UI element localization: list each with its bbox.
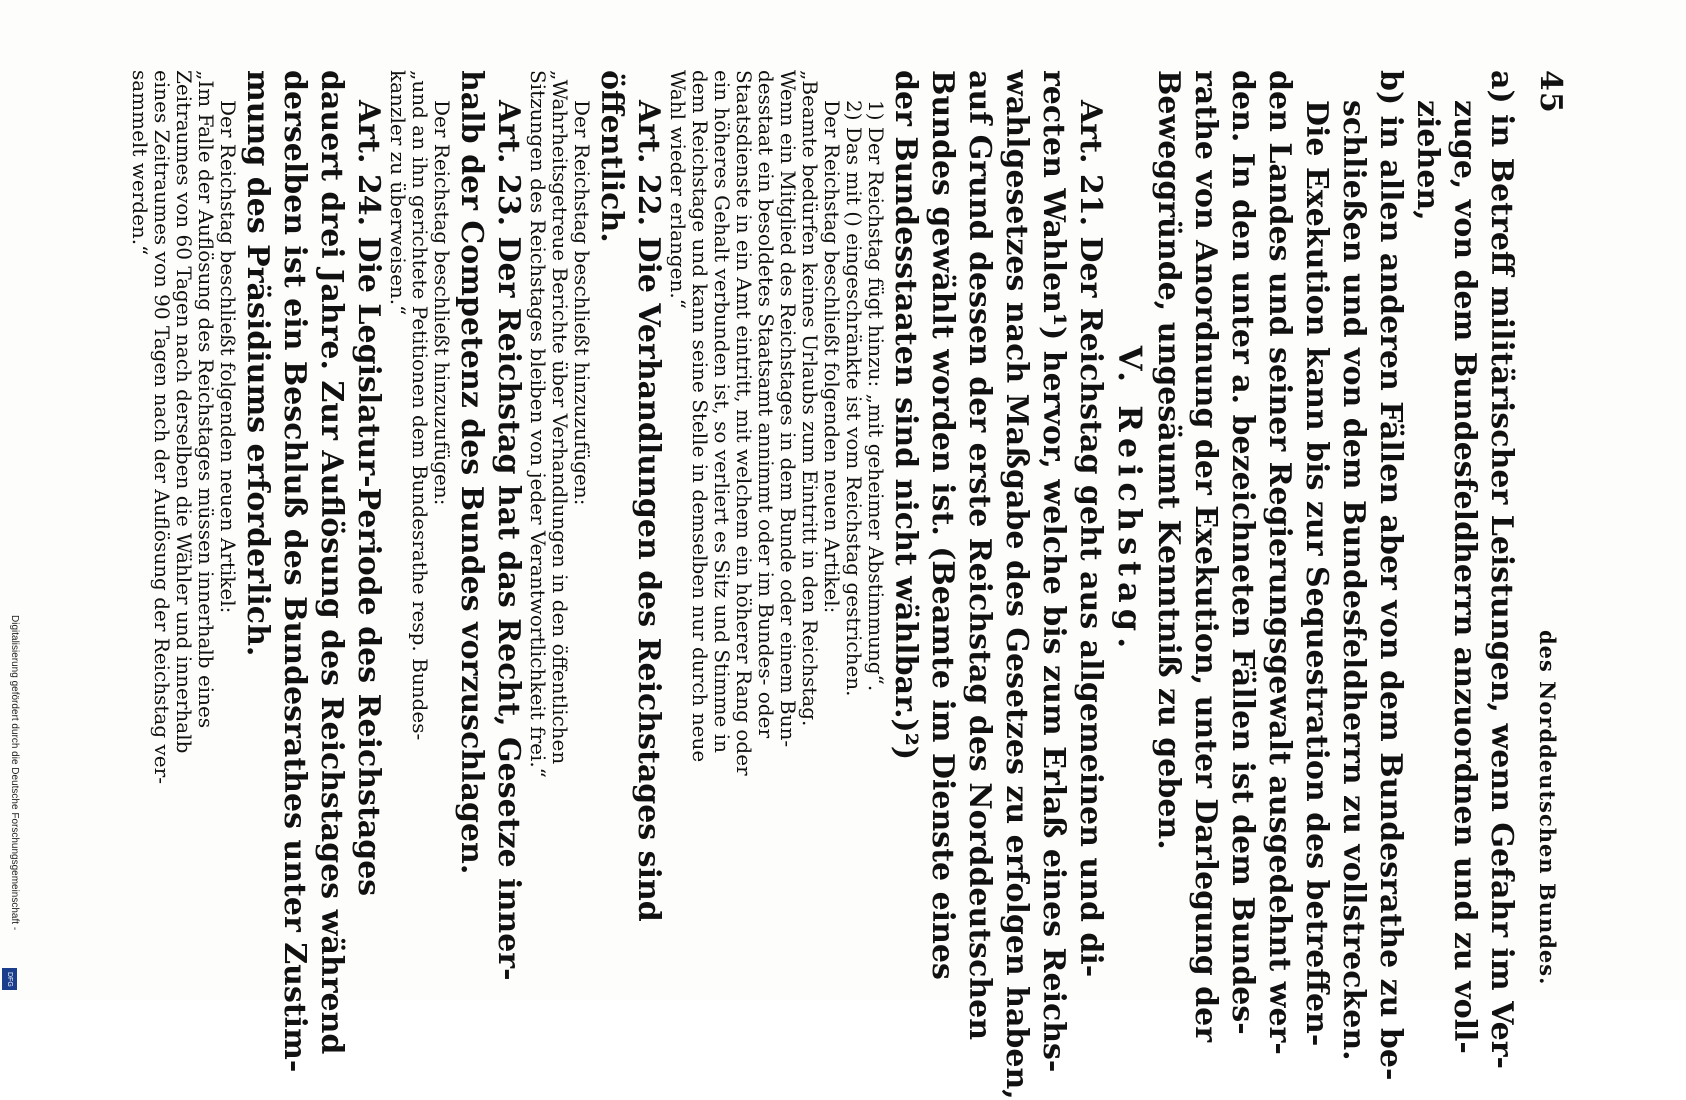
text-line: Wenn ein Mitglied des Reichstages in dem Bunde oder einem Bun-	[776, 70, 800, 748]
text-line: rathe von Anordnung der Exekution, unter Darlegung der	[1188, 70, 1223, 1043]
text-line: derselben ist ein Beschluß des Bundesrathes unter Zustim-	[277, 70, 312, 1073]
text-line: Der Reichstag beschließt folgenden neuen Artikel:	[820, 100, 844, 614]
text-line: Art. 21. Der Reichstag geht aus allgemeinen und di-	[1073, 100, 1108, 978]
text-line: desstaat ein besoldetes Staatsamt annimmt oder im Bundes- oder	[754, 70, 778, 738]
text-line: mung des Präsidiums erforderlich.	[240, 70, 275, 657]
text-line: dauert drei Jahre. Zur Auflösung des Reichstages während	[314, 70, 349, 1055]
text-line: wahlgesetzes nach Maßgabe des Gesetzes zu erfolgen haben,	[999, 70, 1034, 1100]
text-line: ziehen,	[1410, 100, 1445, 221]
text-line: Art. 23. Der Reichstag hat das Recht, Gesetze inner-	[491, 100, 526, 981]
dfg-logo-icon: DFG	[2, 968, 17, 990]
text-line: öffentlich.	[594, 70, 629, 243]
text-line: dem Reichstage und kann seine Stelle in demselben nur durch neue	[688, 70, 712, 763]
page-body-text	[128, 70, 1520, 1100]
text-line: „Im Falle der Auflösung des Reichstages müssen innerhalb eines	[194, 70, 218, 729]
text-line: den. In den unter a. bezeichneten Fällen ist dem Bundes-	[1225, 70, 1260, 1035]
text-line: kanzler zu überweisen.“	[386, 70, 410, 316]
text-line: V. Reichstag.	[1111, 345, 1149, 655]
text-line: Bundes gewählt worden ist. (Beamte im Dienste eines	[925, 70, 960, 980]
text-line: den Landes und seiner Regierungsgewalt ausgedehnt wer-	[1262, 70, 1297, 1055]
running-head-title: des Norddeutschen Bundes.	[1535, 630, 1560, 986]
text-line: halb der Competenz des Bundes vorzuschlagen.	[454, 70, 489, 875]
text-line: „Wahrheitsgetreue Berichte über Verhandlungen in den öffentlichen	[548, 70, 572, 765]
text-line: a) in Betreff militärischer Leistungen, wenn Gefahr im Ver-	[1484, 70, 1519, 1069]
text-line: Staatsdienste in ein Amt eintritt, mit welchem ein höherer Rang oder	[732, 70, 756, 776]
text-line: recten Wahlen¹) hervor, welche bis zum Erlaß eines Reichs-	[1036, 70, 1071, 1073]
text-line: Art. 22. Die Verhandlungen des Reichstages sind	[631, 100, 666, 922]
text-line: der Bundesstaaten sind nicht wählbar.)²)	[888, 70, 923, 761]
text-line: sammelt werden.“	[128, 70, 152, 256]
text-line: Zeitraumes von 60 Tagen nach derselben die Wähler und innerhalb	[172, 70, 196, 754]
text-line: Wahl wieder erlangen.“	[666, 70, 690, 309]
text-line: Sitzungen des Reichstages bleiben von jeder Verantwortlichkeit frei.“	[526, 70, 550, 778]
text-line: Der Reichstag beschließt hinzuzufügen:	[430, 100, 454, 506]
text-line: Art. 24. Die Legislatur-Periode des Reichstages	[351, 100, 386, 897]
text-line: zuge, von dem Bundesfeldherrn anzuordnen und zu voll-	[1447, 100, 1482, 1054]
text-line: Beweggründe, ungesäumt Kenntniß zu geben.	[1151, 70, 1186, 850]
text-line: „und an ihn gerichtete Petitionen dem Bundesrathe resp. Bundes-	[408, 70, 432, 741]
text-line: Die Exekution kann bis zur Sequestration des betreffen-	[1299, 100, 1334, 1047]
text-line: eines Zeitraumes von 90 Tagen nach der Auflösung der Reichstag ver-	[150, 70, 174, 784]
dfg-credit-text: Digitalisierung gefördert durch die Deutsche Forschungsgemeinschaft -	[9, 615, 20, 931]
dfg-credit-strip	[0, 0, 20, 1000]
text-line: b) in allen anderen Fällen aber von dem Bundesrathe zu be-	[1373, 70, 1408, 1081]
text-line: Der Reichstag beschließt folgenden neuen Artikel:	[216, 100, 240, 614]
page-number: 45	[1533, 70, 1568, 114]
text-line: ein höheres Gehalt verbunden ist, so verliert es Sitz und Stimme in	[710, 70, 734, 753]
text-line: auf Grund dessen der erste Reichstag des Norddeutschen	[962, 70, 997, 1041]
text-line: „Beamte bedürfen keines Urlaubs zum Eintritt in den Reichstag.	[798, 70, 822, 727]
text-line: 2) Das mit () eingeschränkte ist vom Reichstag gestrichen.	[842, 100, 866, 697]
text-line: 1) Der Reichstag fügt hinzu: „mit geheimer Abstimmung“.	[864, 100, 888, 692]
text-line: schließen und von dem Bundesfeldherrn zu vollstrecken.	[1336, 100, 1371, 1061]
rotated-book-page	[128, 70, 1568, 1100]
text-line: Der Reichstag beschließt hinzuzufügen:	[570, 100, 594, 506]
